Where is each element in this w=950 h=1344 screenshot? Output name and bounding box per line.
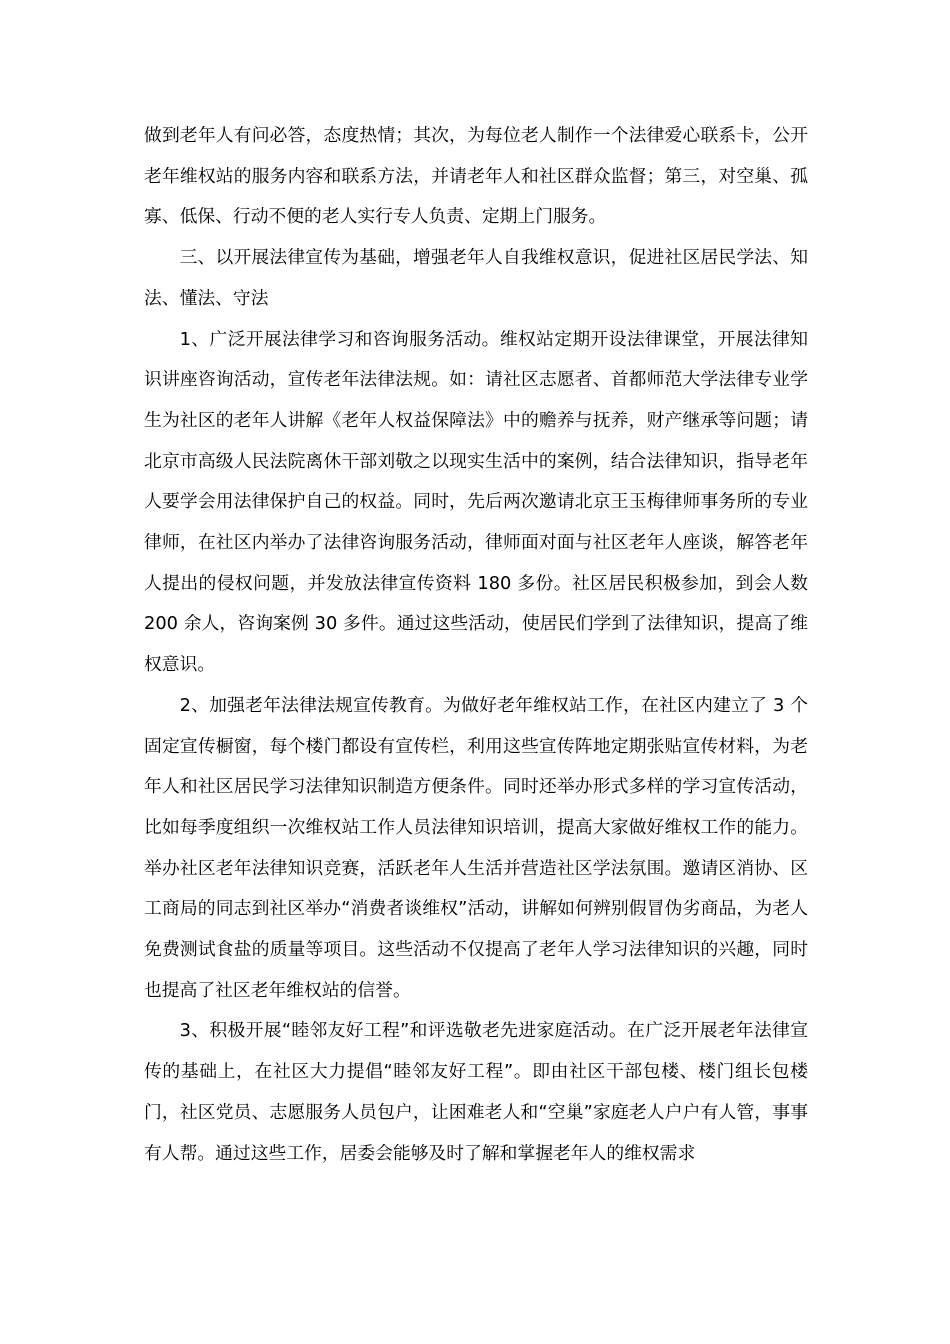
- section-heading-three: 三、以开展法律宣传为基础，增强老年人自我维权意识，促进社区居民学法、知法、懂法、守法: [144, 247, 808, 309]
- paragraph-item-3: 3、积极开展“睦邻友好工程”和评选敬老先进家庭活动。在广泛开展老年法律宣传的基础上，在社区大力提倡“睦邻友好工程”。即由社区干部包楼、楼门组长包楼门，社区党员、志愿服务人员包户，让困难老人和“空巢”家庭老人户户有人管，事事有人帮。通过这些工作，居委会能够及时了解和掌握老年人的维权需求: [144, 1020, 808, 1164]
- document-body: [144, 116, 808, 1174]
- paragraph-item-2: 2、加强老年法律法规宣传教育。为做好老年维权站工作，在社区内建立了 3 个固定宣传橱窗，每个楼门都设有宣传栏，利用这些宣传阵地定期张贴宣传材料，为老年人和社区居民学习法律知识制造方便条件。同时还举办形式多样的学习宣传活动，比如每季度组织一次维权站工作人员法律知识培训，提高大家做好维权工作的能力。举办社区老年法律知识竞赛，活跃老年人生活并营造社区学法氛围。邀请区消协、区工商局的同志到社区举办“消费者谈维权”活动，讲解如何辨别假冒伪劣商品，为老人免费测试食盐的质量等项目。这些活动不仅提高了老年人学习法律知识的兴趣，同时也提高了社区老年维权站的信誉。: [144, 694, 808, 1001]
- paragraph-continuation: 做到老年人有问必答，态度热情；其次，为每位老人制作一个法律爱心联系卡，公开老年维权站的服务内容和联系方法，并请老年人和社区群众监督；第三，对空巢、孤寡、低保、行动不便的老人实行专人负责、定期上门服务。: [144, 125, 808, 228]
- paragraph-item-1: 1、广泛开展法律学习和咨询服务活动。维权站定期开设法律课堂，开展法律知识讲座咨询活动，宣传老年法律法规。如：请社区志愿者、首都师范大学法律专业学生为社区的老年人讲解《老年人权益保障法》中的赡养与抚养，财产继承等问题；请北京市高级人民法院离休干部刘敬之以现实生活中的案例，结合法律知识，指导老年人要学会用法律保护自己的权益。同时，先后两次邀请北京王玉梅律师事务所的专业律师，在社区内举办了法律咨询服务活动，律师面对面与社区老年人座谈，解答老年人提出的侵权问题，并发放法律宣传资料 180 多份。社区居民积极参加，到会人数 200 余人，咨询案例 30 多件。通过这些活动，使居民们学到了法律知识，提高了维权意识。: [144, 328, 808, 676]
